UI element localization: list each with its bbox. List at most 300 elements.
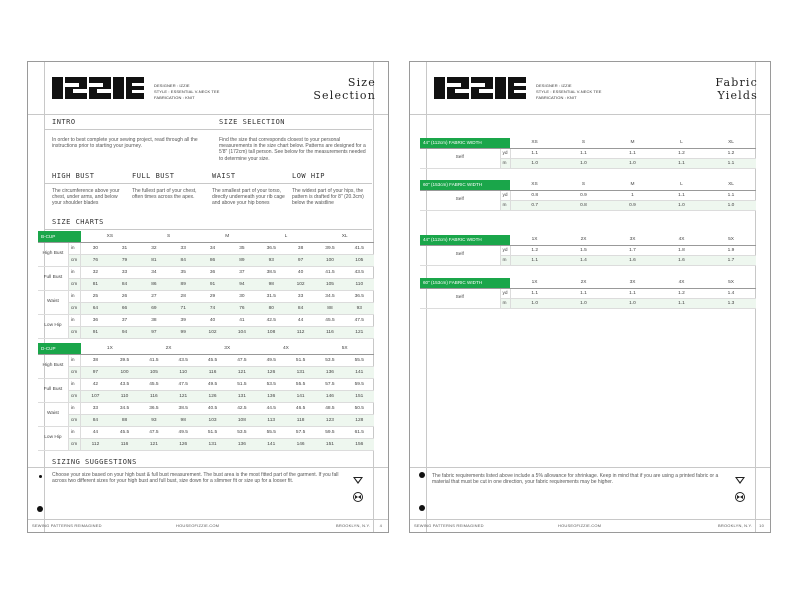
yield-value: 0.8 bbox=[559, 200, 608, 210]
measurement-value: 55.5 bbox=[257, 426, 286, 438]
unit-label: in bbox=[68, 378, 80, 390]
page-title: Size Selection bbox=[313, 76, 376, 102]
size-chart-d-cup bbox=[38, 343, 374, 451]
yield-value: 1.3 bbox=[706, 298, 756, 308]
size-label: 2X bbox=[559, 278, 608, 288]
unit-label: yd bbox=[500, 288, 510, 298]
measurement-value: 126 bbox=[169, 438, 198, 450]
unit-label: in bbox=[68, 290, 80, 302]
unit-label: yd bbox=[500, 245, 510, 255]
measurement-label: High Bust bbox=[38, 242, 68, 266]
unit-label: cm bbox=[68, 326, 80, 338]
size-label: S bbox=[559, 180, 608, 190]
size-label: 5X bbox=[706, 278, 756, 288]
measurement-value: 126 bbox=[198, 390, 227, 402]
yield-value: 1.0 bbox=[559, 158, 608, 168]
size-label: XS bbox=[510, 138, 559, 148]
yield-value: 1.0 bbox=[608, 158, 657, 168]
unit-label: cm bbox=[68, 302, 80, 314]
yield-value: 0.9 bbox=[559, 190, 608, 200]
measurement-value: 113 bbox=[257, 414, 286, 426]
measurement-value: 31.5 bbox=[257, 290, 286, 302]
measurement-row bbox=[38, 426, 374, 438]
measurement-value: 45.5 bbox=[110, 426, 139, 438]
measurement-value: 108 bbox=[257, 326, 286, 338]
size-label: 4X bbox=[257, 343, 316, 354]
size-selection-text: Find the size that corresponds closest to your personal measurements in the size chart below. Patterns are designed for a 5'8" (172cm) tall person. See below for the measurements needed to determine your size. bbox=[219, 137, 366, 162]
cup-tag: B-CUP bbox=[38, 231, 81, 242]
size-header-row bbox=[38, 343, 374, 354]
yield-value: 1.6 bbox=[657, 255, 706, 265]
measurement-value: 43.5 bbox=[345, 266, 374, 278]
size-label: 1X bbox=[510, 278, 559, 288]
unit-label: cm bbox=[68, 278, 80, 290]
measurement-value: 32 bbox=[81, 266, 110, 278]
measurement-value: 40 bbox=[286, 266, 315, 278]
measurement-value: 38.5 bbox=[257, 266, 286, 278]
yield-value: 1.4 bbox=[706, 288, 756, 298]
measurement-value: 39.5 bbox=[315, 242, 344, 254]
measurement-value: 74 bbox=[198, 302, 227, 314]
size-label: 4X bbox=[657, 278, 706, 288]
measurement-value: 141 bbox=[345, 366, 374, 378]
low-hip-heading: LOW HIP bbox=[292, 172, 326, 180]
yield-row bbox=[420, 288, 756, 298]
measurement-value: 33 bbox=[81, 402, 110, 414]
measurement-value: 46.5 bbox=[286, 402, 315, 414]
measurement-value: 38 bbox=[81, 354, 110, 366]
unit-label: in bbox=[68, 314, 80, 326]
yield-value: 1.1 bbox=[608, 148, 657, 158]
measurement-label: High Bust bbox=[38, 354, 68, 378]
measurement-value: 35 bbox=[169, 266, 198, 278]
yield-value: 1.1 bbox=[510, 148, 559, 158]
measurement-value: 59.5 bbox=[345, 378, 374, 390]
unit-label: cm bbox=[68, 390, 80, 402]
yield-value: 1.4 bbox=[559, 255, 608, 265]
measurement-value: 84 bbox=[169, 254, 198, 266]
size-label: M bbox=[608, 180, 657, 190]
yield-table bbox=[420, 235, 756, 266]
page-title: Fabric Yields bbox=[715, 76, 758, 102]
measurement-value: 36 bbox=[198, 266, 227, 278]
unit-label: m bbox=[500, 255, 510, 265]
measurement-value: 34.5 bbox=[315, 290, 344, 302]
measurement-value: 44 bbox=[81, 426, 110, 438]
measurement-value: 43.5 bbox=[169, 354, 198, 366]
measurement-value: 47.5 bbox=[345, 314, 374, 326]
yield-value: 1.6 bbox=[608, 255, 657, 265]
page-size-selection bbox=[27, 61, 389, 533]
size-header-row bbox=[420, 138, 756, 148]
measurement-value: 42.5 bbox=[227, 402, 256, 414]
measurement-value: 53.5 bbox=[257, 378, 286, 390]
measurement-value: 121 bbox=[227, 366, 256, 378]
measurement-value: 47.5 bbox=[139, 426, 168, 438]
measurement-value: 88 bbox=[315, 302, 344, 314]
measurement-value: 110 bbox=[169, 366, 198, 378]
yield-value: 1.1 bbox=[559, 148, 608, 158]
measurement-value: 94 bbox=[110, 326, 139, 338]
unit-label: yd bbox=[500, 190, 510, 200]
measurement-value: 88 bbox=[110, 414, 139, 426]
measurement-value: 36 bbox=[81, 314, 110, 326]
measurement-value: 64 bbox=[81, 302, 110, 314]
size-label: L bbox=[657, 180, 706, 190]
measurement-value: 99 bbox=[169, 326, 198, 338]
measurement-value: 32 bbox=[139, 242, 168, 254]
measurement-value: 97 bbox=[139, 326, 168, 338]
measurement-value: 112 bbox=[81, 438, 110, 450]
measurement-row bbox=[38, 314, 374, 326]
unit-label: m bbox=[500, 200, 510, 210]
measurement-value: 93 bbox=[257, 254, 286, 266]
measurement-value: 131 bbox=[227, 390, 256, 402]
measurement-value: 76 bbox=[81, 254, 110, 266]
measurement-value: 110 bbox=[110, 390, 139, 402]
measurement-value: 49.5 bbox=[257, 354, 286, 366]
measurement-row bbox=[38, 366, 374, 378]
measurement-row bbox=[38, 378, 374, 390]
page-fabric-yields bbox=[409, 61, 771, 533]
measurement-label: Waist bbox=[38, 402, 68, 426]
measurement-value: 121 bbox=[169, 390, 198, 402]
measurement-value: 116 bbox=[198, 366, 227, 378]
unit-label: in bbox=[68, 354, 80, 366]
measurement-value: 146 bbox=[286, 438, 315, 450]
measurement-value: 107 bbox=[81, 390, 110, 402]
yield-table bbox=[420, 278, 756, 309]
fabric-width-tag: 60" (153cm) FABRIC WIDTH bbox=[420, 278, 510, 288]
high-bust-text: The circumference above your chest, under arms, and below your shoulder blades bbox=[52, 188, 120, 207]
size-label: XL bbox=[706, 138, 756, 148]
measurement-value: 51.5 bbox=[227, 378, 256, 390]
size-label: 5X bbox=[706, 235, 756, 245]
fabric-note: The fabric requirements listed above include a 5% allowance for shrinkage. Keep in mind that if you are using a printed fabric or a material that must be cut in one direction, your fabric requirements may be higher. bbox=[432, 473, 719, 486]
yield-value: 1.1 bbox=[706, 190, 756, 200]
measurement-value: 100 bbox=[110, 366, 139, 378]
unit-label: yd bbox=[500, 148, 510, 158]
measurement-value: 42 bbox=[81, 378, 110, 390]
measurement-value: 53.5 bbox=[315, 354, 344, 366]
measurement-value: 57.5 bbox=[315, 378, 344, 390]
measurement-value: 116 bbox=[110, 438, 139, 450]
meta-designer: DESIGNER : IZZIE bbox=[154, 83, 190, 88]
measurement-value: 76 bbox=[227, 302, 256, 314]
measurement-value: 128 bbox=[345, 414, 374, 426]
unit-label: m bbox=[500, 158, 510, 168]
measurement-row bbox=[38, 438, 374, 450]
unit-label: in bbox=[68, 402, 80, 414]
measurement-value: 102 bbox=[286, 278, 315, 290]
measurement-value: 45.5 bbox=[315, 314, 344, 326]
measurement-value: 97 bbox=[81, 366, 110, 378]
yield-value: 1 bbox=[608, 190, 657, 200]
meta-fabrication: FABRICATION : KNIT bbox=[536, 95, 577, 100]
size-label: M bbox=[198, 231, 257, 242]
measurement-value: 126 bbox=[257, 366, 286, 378]
bullet-icon bbox=[39, 475, 42, 478]
piece-label: Self bbox=[420, 148, 500, 168]
measurement-value: 48.5 bbox=[315, 402, 344, 414]
measurement-value: 86 bbox=[139, 278, 168, 290]
footer-website: HOUSEOFIZZIE.COM bbox=[558, 523, 602, 528]
meta-style: STYLE : ESSENTIAL V-NECK TEE bbox=[154, 89, 220, 94]
measurement-value: 26 bbox=[110, 290, 139, 302]
size-label: 2X bbox=[559, 235, 608, 245]
size-label: L bbox=[657, 138, 706, 148]
size-label: 3X bbox=[198, 343, 257, 354]
waist-heading: WAIST bbox=[212, 172, 236, 180]
measurement-value: 89 bbox=[227, 254, 256, 266]
measurement-value: 146 bbox=[315, 390, 344, 402]
measurement-value: 55.5 bbox=[345, 354, 374, 366]
measurement-row bbox=[38, 254, 374, 266]
intro-text: In order to best complete your sewing project, read through all the instructions prior to starting your journey. bbox=[52, 137, 198, 150]
yield-value: 1.8 bbox=[657, 245, 706, 255]
measurement-value: 28 bbox=[169, 290, 198, 302]
yield-value: 1.0 bbox=[657, 200, 706, 210]
high-bust-heading: HIGH BUST bbox=[52, 172, 95, 180]
footer-tagline: SEWING PATTERNS REIMAGINED bbox=[32, 523, 102, 528]
measurement-value: 29 bbox=[198, 290, 227, 302]
measurement-row bbox=[38, 266, 374, 278]
measurement-value: 36.5 bbox=[257, 242, 286, 254]
measurement-value: 45.5 bbox=[198, 354, 227, 366]
measurement-value: 43.5 bbox=[110, 378, 139, 390]
measurement-value: 49.5 bbox=[169, 426, 198, 438]
yield-value: 1.1 bbox=[559, 288, 608, 298]
measurement-row bbox=[38, 354, 374, 366]
low-hip-text: The widest part of your hips, the pattern is drafted for 8" (20.3cm) below the waistline bbox=[292, 188, 364, 207]
measurement-value: 112 bbox=[286, 326, 315, 338]
brand-logo bbox=[52, 77, 144, 99]
size-chart-b-cup bbox=[38, 231, 374, 339]
measurement-row bbox=[38, 390, 374, 402]
measurement-value: 33 bbox=[286, 290, 315, 302]
sizing-suggestions-text: Choose your size based on your high bust & full bust measurement. The bust area is the most fitted part of the garment. If you fall across two different sizes for your high bust and full bust, size down for a slimmer fit or size up for a looser fit. bbox=[52, 472, 339, 485]
pattern-meta bbox=[154, 83, 220, 101]
meta-designer: DESIGNER : IZZIE bbox=[536, 83, 572, 88]
measurement-value: 81 bbox=[139, 254, 168, 266]
yield-value: 1.7 bbox=[706, 255, 756, 265]
footer-location: BROOKLYN, N.Y. bbox=[336, 523, 371, 528]
measurement-value: 104 bbox=[227, 326, 256, 338]
measurement-value: 41 bbox=[227, 314, 256, 326]
yield-row bbox=[420, 148, 756, 158]
size-header-row bbox=[420, 278, 756, 288]
measurement-value: 93 bbox=[139, 414, 168, 426]
measurement-value: 141 bbox=[286, 390, 315, 402]
measurement-row bbox=[38, 414, 374, 426]
measurement-value: 44 bbox=[286, 314, 315, 326]
measurement-label: Full Bust bbox=[38, 378, 68, 402]
measurement-value: 57.5 bbox=[286, 426, 315, 438]
intro-heading: INTRO bbox=[52, 118, 76, 126]
measurement-value: 41.5 bbox=[139, 354, 168, 366]
yield-value: 1.0 bbox=[510, 158, 559, 168]
yield-value: 0.9 bbox=[608, 200, 657, 210]
scissors-mark-icon bbox=[734, 477, 746, 503]
piece-label: Self bbox=[420, 245, 500, 265]
binding-hole-icon bbox=[419, 505, 425, 511]
measurement-value: 38 bbox=[139, 314, 168, 326]
measurement-row bbox=[38, 402, 374, 414]
measurement-label: Low Hip bbox=[38, 314, 68, 338]
yield-value: 1.1 bbox=[657, 298, 706, 308]
yield-value: 1.2 bbox=[657, 288, 706, 298]
measurement-value: 86 bbox=[198, 254, 227, 266]
yield-table bbox=[420, 138, 756, 169]
measurement-value: 31 bbox=[110, 242, 139, 254]
measurement-value: 27 bbox=[139, 290, 168, 302]
measurement-value: 30 bbox=[81, 242, 110, 254]
measurement-value: 38 bbox=[286, 242, 315, 254]
brand-logo bbox=[434, 77, 526, 99]
size-label: 1X bbox=[81, 343, 140, 354]
measurement-value: 98 bbox=[257, 278, 286, 290]
measurement-value: 102 bbox=[198, 326, 227, 338]
yield-value: 1.2 bbox=[657, 148, 706, 158]
measurement-value: 110 bbox=[345, 278, 374, 290]
unit-label: cm bbox=[68, 438, 80, 450]
size-label: XS bbox=[81, 231, 140, 242]
measurement-value: 91 bbox=[198, 278, 227, 290]
fabric-width-tag: 44" (112cm) FABRIC WIDTH bbox=[420, 138, 510, 148]
divider bbox=[410, 114, 770, 115]
scissors-mark-icon bbox=[352, 477, 364, 503]
measurement-value: 131 bbox=[198, 438, 227, 450]
measurement-value: 136 bbox=[257, 390, 286, 402]
measurement-value: 33 bbox=[110, 266, 139, 278]
measurement-value: 118 bbox=[286, 414, 315, 426]
page-number: 4 bbox=[379, 523, 382, 528]
yield-value: 1.2 bbox=[706, 148, 756, 158]
yield-value: 1.5 bbox=[559, 245, 608, 255]
measurement-value: 35 bbox=[227, 242, 256, 254]
measurement-value: 84 bbox=[110, 278, 139, 290]
measurement-value: 151 bbox=[345, 390, 374, 402]
measurement-row bbox=[38, 326, 374, 338]
size-selection-heading: SIZE SELECTION bbox=[219, 118, 286, 126]
size-label: 4X bbox=[657, 235, 706, 245]
yield-value: 0.8 bbox=[510, 190, 559, 200]
measurement-value: 34.5 bbox=[110, 402, 139, 414]
divider bbox=[28, 519, 388, 520]
measurement-value: 93 bbox=[345, 302, 374, 314]
page-number: 10 bbox=[759, 523, 764, 528]
measurement-value: 141 bbox=[257, 438, 286, 450]
yield-value: 1.1 bbox=[657, 158, 706, 168]
meta-fabrication: FABRICATION : KNIT bbox=[154, 95, 195, 100]
size-label: 3X bbox=[608, 235, 657, 245]
measurement-value: 156 bbox=[345, 438, 374, 450]
measurement-value: 121 bbox=[345, 326, 374, 338]
yield-value: 1.7 bbox=[608, 245, 657, 255]
fabric-width-tag: 44" (112cm) FABRIC WIDTH bbox=[420, 235, 510, 245]
measurement-row bbox=[38, 302, 374, 314]
size-header-row bbox=[38, 231, 374, 242]
measurement-value: 84 bbox=[81, 414, 110, 426]
size-label: 1X bbox=[510, 235, 559, 245]
unit-label: in bbox=[68, 426, 80, 438]
yield-value: 1.1 bbox=[510, 255, 559, 265]
measurement-value: 136 bbox=[315, 366, 344, 378]
measurement-label: Low Hip bbox=[38, 426, 68, 450]
measurement-value: 36.5 bbox=[139, 402, 168, 414]
measurement-value: 79 bbox=[110, 254, 139, 266]
measurement-value: 55.5 bbox=[286, 378, 315, 390]
yield-value: 1.0 bbox=[510, 298, 559, 308]
measurement-value: 41.5 bbox=[315, 266, 344, 278]
measurement-row bbox=[38, 290, 374, 302]
fabric-width-tag: 60" (153cm) FABRIC WIDTH bbox=[420, 180, 510, 190]
measurement-value: 103 bbox=[198, 414, 227, 426]
yield-value: 1.1 bbox=[657, 190, 706, 200]
measurement-value: 151 bbox=[315, 438, 344, 450]
size-label: S bbox=[139, 231, 198, 242]
size-label: M bbox=[608, 138, 657, 148]
divider bbox=[410, 519, 770, 520]
measurement-value: 38.5 bbox=[169, 402, 198, 414]
measurement-value: 89 bbox=[169, 278, 198, 290]
measurement-value: 97 bbox=[286, 254, 315, 266]
measurement-value: 80 bbox=[257, 302, 286, 314]
footer-location: BROOKLYN, N.Y. bbox=[718, 523, 753, 528]
size-label: 5X bbox=[315, 343, 374, 354]
measurement-value: 45.5 bbox=[139, 378, 168, 390]
measurement-value: 98 bbox=[169, 414, 198, 426]
cup-tag: D-CUP bbox=[38, 343, 81, 354]
size-label: 3X bbox=[608, 278, 657, 288]
size-label: XL bbox=[315, 231, 374, 242]
measurement-value: 39.5 bbox=[110, 354, 139, 366]
measurement-value: 116 bbox=[315, 326, 344, 338]
yield-value: 1.1 bbox=[608, 288, 657, 298]
measurement-value: 37 bbox=[227, 266, 256, 278]
full-bust-heading: FULL BUST bbox=[132, 172, 175, 180]
measurement-label: Full Bust bbox=[38, 266, 68, 290]
yield-value: 1.0 bbox=[559, 298, 608, 308]
size-label: XL bbox=[706, 180, 756, 190]
footer-website: HOUSEOFIZZIE.COM bbox=[176, 523, 220, 528]
measurement-value: 121 bbox=[139, 438, 168, 450]
measurement-row bbox=[38, 242, 374, 254]
measurement-value: 50.5 bbox=[345, 402, 374, 414]
divider bbox=[28, 467, 388, 468]
full-bust-text: The fullest part of your chest, often times across the apex. bbox=[132, 188, 197, 201]
size-label: S bbox=[559, 138, 608, 148]
yield-value: 1.0 bbox=[706, 200, 756, 210]
unit-label: cm bbox=[68, 366, 80, 378]
measurement-value: 47.5 bbox=[169, 378, 198, 390]
sizing-suggestions-heading: SIZING SUGGESTIONS bbox=[52, 458, 137, 466]
unit-label: m bbox=[500, 298, 510, 308]
measurement-value: 66 bbox=[110, 302, 139, 314]
size-label: XS bbox=[510, 180, 559, 190]
measurement-value: 36.5 bbox=[345, 290, 374, 302]
waist-text: The smallest part of your torso, directly underneath your rib cage and above your hip bones bbox=[212, 188, 285, 207]
size-charts-heading: SIZE CHARTS bbox=[52, 218, 104, 226]
meta-style: STYLE : ESSENTIAL V-NECK TEE bbox=[536, 89, 602, 94]
yield-value: 1.0 bbox=[608, 298, 657, 308]
measurement-label: Waist bbox=[38, 290, 68, 314]
measurement-value: 42.5 bbox=[257, 314, 286, 326]
measurement-row bbox=[38, 278, 374, 290]
measurement-value: 37 bbox=[110, 314, 139, 326]
measurement-value: 123 bbox=[315, 414, 344, 426]
measurement-value: 39 bbox=[169, 314, 198, 326]
